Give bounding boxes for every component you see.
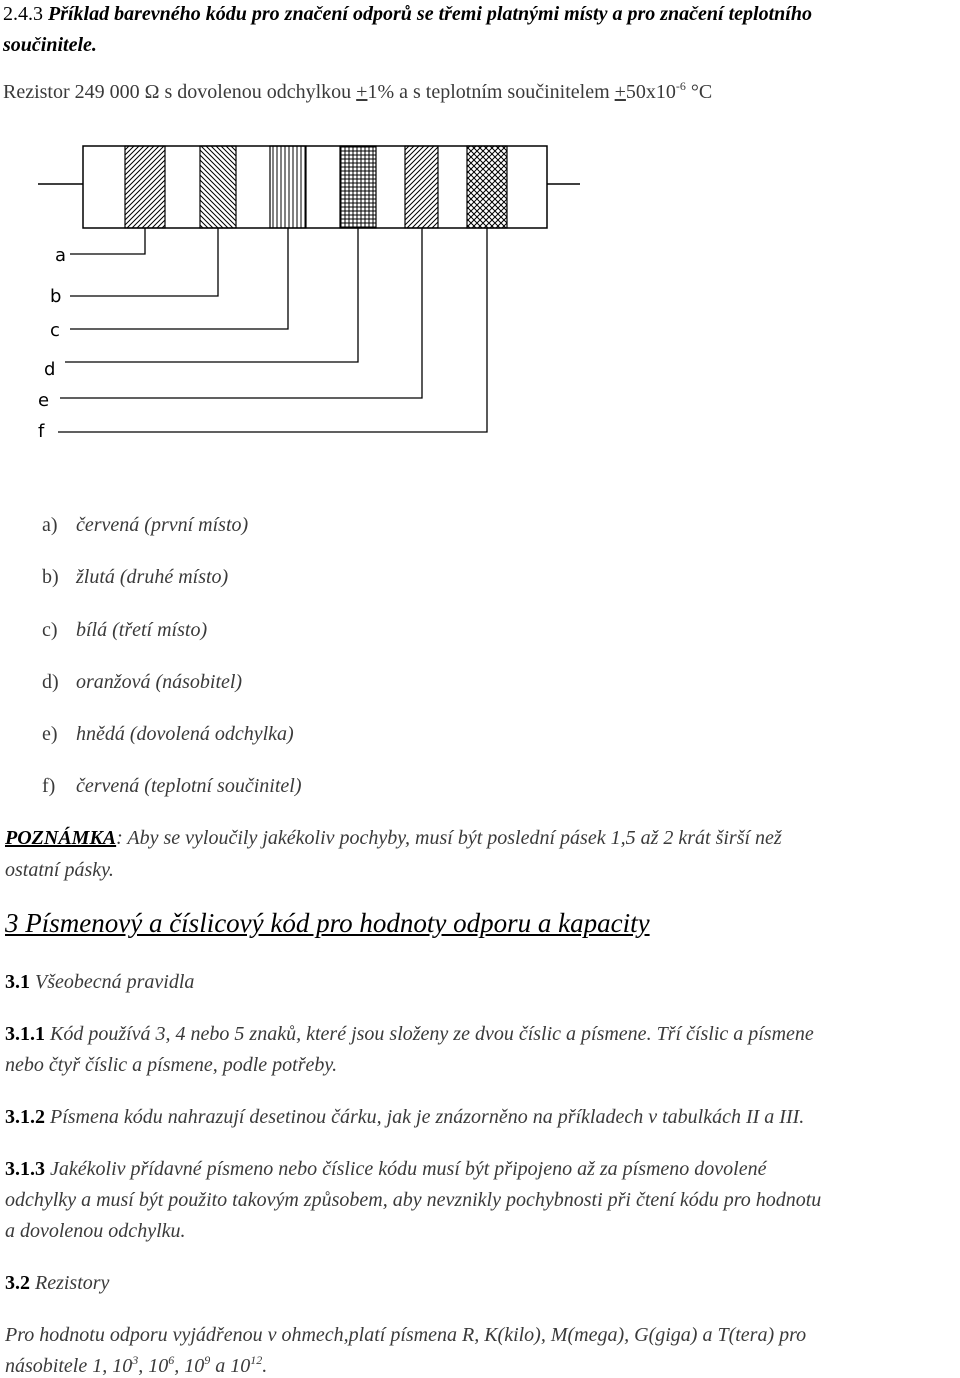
label-b: b [50,286,62,307]
paragraph-3-1-2 [5,1105,804,1129]
leader-d [65,228,358,362]
item-letter: a) [42,514,58,536]
band-c [270,146,306,228]
item-text: červená (první místo) [76,514,249,536]
note [5,826,782,850]
paragraph-3-1-3-line2: odchylky a musí být použito takovým způsobem, aby nevznikly pochybnosti při čtení kódu pro hodnotu [5,1189,822,1211]
resistor-desc-before: Rezistor 249 000 Ω s dovolenou odchylkou [3,81,357,103]
list-item [42,513,248,537]
paragraph-text: Písmena kódu nahrazují desetinou čárku, jak je znázorněno na příkladech v tabulkách II a III. [45,1106,805,1128]
plus-minus-1: + [356,81,368,103]
leader-a [70,228,145,254]
item-letter: e) [42,723,58,745]
subheading-number: 3.2 [5,1272,30,1294]
section-title-line2: součinitele. [3,34,97,56]
paragraph-text: Kód používá 3, 4 nebo 5 znaků, které jsou složeny ze dvou číslic a písmene. Tří číslic a písmene [45,1023,814,1045]
band-d [340,146,376,228]
resistor-desc-unit: °C [685,81,713,103]
exponent-6: 6 [168,1353,175,1367]
item-letter: c) [42,619,58,641]
label-e: e [38,390,50,411]
resistor-desc-middle: 1% a s teplotním součinitelem [367,81,615,103]
band-e [405,146,438,228]
section-title-text: Příklad barevného kódu pro značení odporů se třemi platnými místy a pro značení teplotního [48,3,812,25]
exponent-3: 3 [132,1353,139,1367]
note-line2: ostatní pásky. [5,859,114,881]
list-item [42,618,207,642]
subheading-number: 3.1 [5,971,30,993]
section-title [3,2,812,26]
band-b [200,146,236,228]
item-letter: f) [42,775,56,797]
paragraph-3-1-1 [5,1022,814,1046]
item-text: hnědá (dovolená odchylka) [76,723,294,745]
label-f: f [38,421,45,442]
heading-3: 3 Písmenový a číslicový kód pro hodnoty odporu a kapacity [5,908,650,938]
subheading-title: Rezistory [30,1272,110,1294]
final-text-end: . [262,1355,268,1377]
final-paragraph: Pro hodnotu odporu vyjádřenou v ohmech,platí písmena R, K(kilo), M(mega), G(giga) a T(tera) pro [5,1324,807,1346]
paragraph-text: Jakékoliv přídavné písmeno nebo číslice kódu musí být připojeno až za písmeno dovolené [45,1158,767,1180]
resistor-description [3,80,712,104]
item-text: bílá (třetí místo) [76,619,208,641]
plus-minus-2: + [614,81,626,103]
paragraph-number: 3.1.3 [5,1158,45,1180]
label-c: c [50,320,60,341]
note-label: POZNÁMKA [5,827,117,849]
paragraph-3-1-3-line3: a dovolenou odchylku. [5,1220,186,1242]
item-letter: b) [42,566,59,588]
final-text-d: a 10 [210,1355,251,1377]
list-item [42,722,294,746]
list-item [42,670,242,694]
paragraph-number: 3.1.1 [5,1023,45,1045]
paragraph-number: 3.1.2 [5,1106,45,1128]
leader-b [70,228,218,296]
label-a: a [55,245,67,266]
exponent-12: 12 [250,1353,263,1367]
item-letter: d) [42,671,59,693]
subheading-title: Všeobecná pravidla [30,971,195,993]
resistor-desc-coef: 50x10 [625,81,676,103]
band-a [125,146,165,228]
subheading-3-2 [5,1271,109,1295]
item-text: červená (teplotní součinitel) [76,775,302,797]
final-paragraph-line2 [5,1354,267,1378]
resistor-diagram [0,130,600,450]
item-text: žlutá (druhé místo) [76,566,229,588]
note-text: : Aby se vyloučily jakékoliv pochyby, musí být poslední pásek 1,5 až 2 krát širší než [116,827,782,849]
exponent-9: 9 [204,1353,211,1367]
band-f [467,146,507,228]
final-text-a: násobitele 1, 10 [5,1355,133,1377]
paragraph-3-1-3 [5,1157,767,1181]
final-text-c: , 10 [174,1355,205,1377]
leader-c [70,228,288,329]
resistor-desc-exponent: -6 [675,79,686,93]
section-number: 2.4.3 [3,3,43,25]
list-item [42,565,228,589]
subheading-3-1 [5,970,194,994]
label-d: d [44,359,56,380]
list-item [42,774,301,798]
final-text-b: , 10 [138,1355,169,1377]
paragraph-3-1-1-line2: nebo čtyř číslic a písmene, podle potřeby. [5,1054,338,1076]
item-text: oranžová (násobitel) [76,671,243,693]
